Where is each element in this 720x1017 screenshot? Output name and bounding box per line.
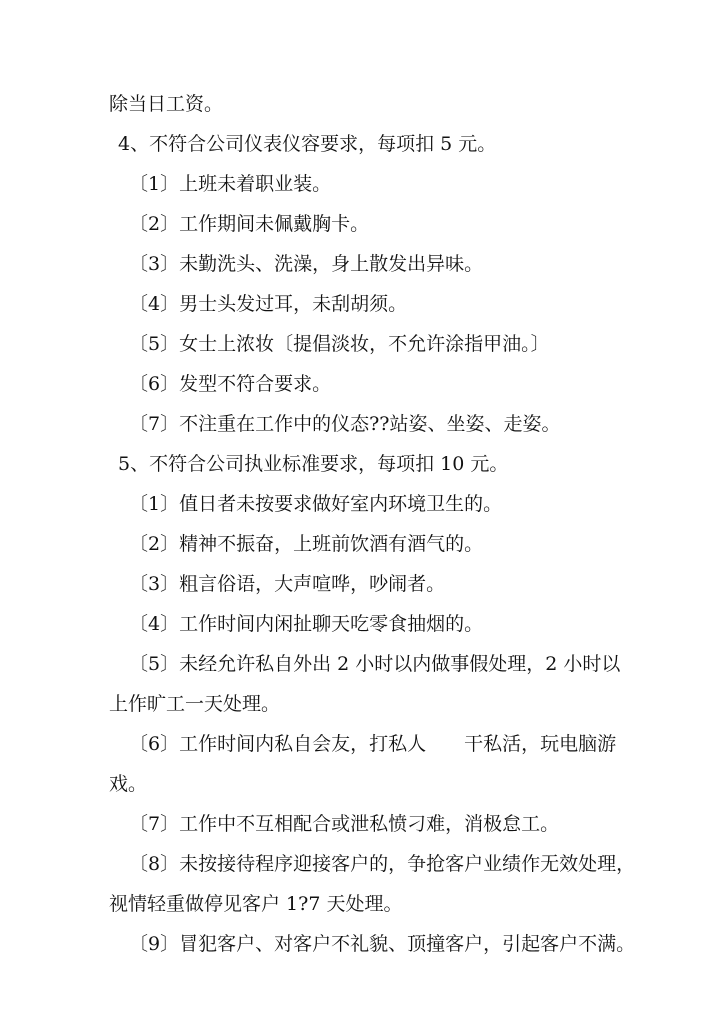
list-item-4-3: 〔3〕未勤洗头、洗澡，身上散发出异味。: [129, 253, 484, 275]
section-heading-5: 5、不符合公司执业标准要求，每项扣 10 元。: [118, 453, 509, 475]
list-item-5-6-continued: 戏。: [109, 773, 148, 795]
list-item-5-1: 〔1〕值日者未按要求做好室内环境卫生的。: [129, 493, 503, 515]
list-item-5-3: 〔3〕粗言俗语，大声喧哗，吵闹者。: [129, 573, 446, 595]
text-line-1: 除当日工资。: [109, 93, 224, 115]
list-item-5-6: 〔6〕工作时间内私自会友，打私人 干私活，玩电脑游: [129, 733, 617, 755]
list-item-5-8: 〔8〕未按接待程序迎接客户的，争抢客户业绩作无效处理，: [129, 853, 636, 875]
list-item-4-6: 〔6〕发型不符合要求。: [129, 373, 332, 395]
list-item-5-5-continued: 上作旷工一天处理。: [109, 693, 281, 715]
section-heading-4: 4、不符合公司仪表仪容要求，每项扣 5 元。: [118, 133, 497, 155]
list-item-4-7: 〔7〕不注重在工作中的仪态??站姿、坐姿、走姿。: [129, 413, 561, 435]
list-item-4-5: 〔5〕女士上浓妆〔提倡淡妆，不允许涂指甲油。〕: [129, 333, 550, 355]
list-item-5-2: 〔2〕精神不振奋，上班前饮酒有酒气的。: [129, 533, 484, 555]
list-item-5-7: 〔7〕工作中不互相配合或泄私愤刁难，消极怠工。: [129, 813, 560, 835]
list-item-4-2: 〔2〕工作期间未佩戴胸卡。: [129, 213, 370, 235]
list-item-5-5: 〔5〕未经允许私自外出 2 小时以内做事假处理，2 小时以: [129, 653, 621, 675]
list-item-4-4: 〔4〕男士头发过耳，未刮胡须。: [129, 293, 408, 315]
list-item-5-4: 〔4〕工作时间内闲扯聊天吃零食抽烟的。: [129, 613, 484, 635]
list-item-4-1: 〔1〕上班未着职业装。: [129, 173, 332, 195]
list-item-5-9: 〔9〕冒犯客户、对客户不礼貌、顶撞客户，引起客户不满。: [129, 933, 636, 955]
list-item-5-8-continued: 视情轻重做停见客户 1?7 天处理。: [109, 893, 403, 915]
